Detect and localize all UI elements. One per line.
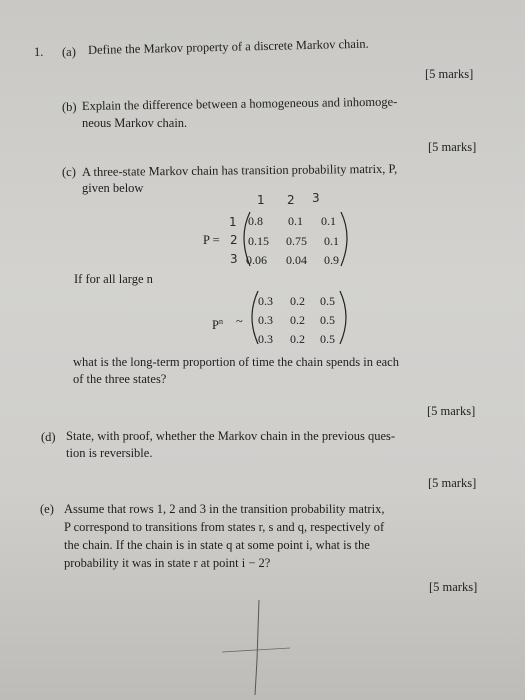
hand-col-3: 3 — [312, 191, 320, 205]
pn-cell: 0.2 — [290, 313, 305, 327]
p-cell: 0.1 — [324, 234, 339, 248]
p-cell: 0.04 — [286, 253, 307, 267]
hand-row-1: 1 — [229, 215, 237, 229]
part-e-marks: [5 marks] — [429, 580, 478, 594]
pn-cell: 0.2 — [290, 332, 305, 346]
part-d-line1: State, with proof, whether the Markov chain in the previous ques- — [66, 429, 396, 443]
part-c-marks: [5 marks] — [427, 404, 476, 418]
part-e-line3: the chain. If the chain is in state q at some point i, what is the — [64, 538, 370, 552]
pn-cell: 0.2 — [290, 294, 305, 308]
part-e-line1: Assume that rows 1, 2 and 3 in the transition probability matrix, — [64, 502, 385, 516]
part-e-line4: probability it was in state r at point i − 2? — [64, 556, 271, 570]
question-number: 1. — [34, 45, 44, 59]
p-label: P = — [203, 233, 220, 247]
p-cell: 0.06 — [246, 253, 267, 267]
part-c-line1: A three-state Markov chain has transition probability matrix, P, — [81, 161, 398, 179]
part-c-line2: given below — [82, 181, 144, 195]
part-e-line2: P correspond to transitions from states r, s and q, respectively of — [64, 520, 385, 534]
pn-cell: 0.3 — [258, 332, 273, 346]
pn-label: $P^n$ — [212, 317, 223, 333]
pen-stroke-horizontal — [222, 648, 290, 652]
part-d-line2: tion is reversible. — [66, 446, 153, 460]
part-c-label: (c) — [62, 165, 76, 179]
part-d-marks: [5 marks] — [428, 476, 477, 490]
p-cell: 0.1 — [321, 214, 336, 228]
p-cell: 0.8 — [248, 214, 263, 228]
p-cell: 0.75 — [286, 234, 307, 248]
matrix-pn-right-paren — [340, 291, 346, 344]
pn-cell: 0.5 — [320, 332, 335, 346]
hand-row-2: 2 — [230, 233, 238, 247]
p-cell: 0.15 — [248, 234, 269, 248]
p-cell: 0.9 — [324, 253, 339, 267]
part-a-label: (a) — [62, 45, 76, 59]
pen-stroke-vertical — [255, 600, 259, 695]
part-b-line1: Explain the difference between a homogeneous and inhomoge- — [81, 94, 398, 113]
if-large-n-text: If for all large n — [74, 272, 153, 286]
part-e-label: (e) — [40, 502, 54, 516]
p-cell: 0.1 — [288, 214, 303, 228]
pn-cell: 0.5 — [320, 294, 335, 308]
part-b-label: (b) — [62, 100, 77, 114]
part-c-q-line1: what is the long-term proportion of time the chain spends in each — [73, 355, 399, 369]
matrix-p-left-paren — [244, 212, 250, 266]
approx-symbol: ~ — [236, 314, 243, 328]
pn-cell: 0.3 — [258, 313, 273, 327]
hand-col-1: 1 — [257, 193, 265, 207]
pn-cell: 0.5 — [320, 313, 335, 327]
part-b-marks: [5 marks] — [428, 140, 477, 154]
part-c-q-line2: of the three states? — [73, 372, 167, 386]
part-b-line2: neous Markov chain. — [82, 116, 188, 130]
part-a-text: Define the Markov property of a discrete Markov chain. — [87, 36, 369, 57]
pn-cell: 0.3 — [258, 294, 273, 308]
matrix-p-right-paren — [341, 212, 347, 266]
matrix-pn-left-paren — [252, 291, 258, 344]
part-d-label: (d) — [41, 430, 56, 444]
hand-col-2: 2 — [287, 193, 295, 207]
part-a-marks: [5 marks] — [425, 67, 474, 81]
hand-row-3: 3 — [230, 252, 238, 266]
